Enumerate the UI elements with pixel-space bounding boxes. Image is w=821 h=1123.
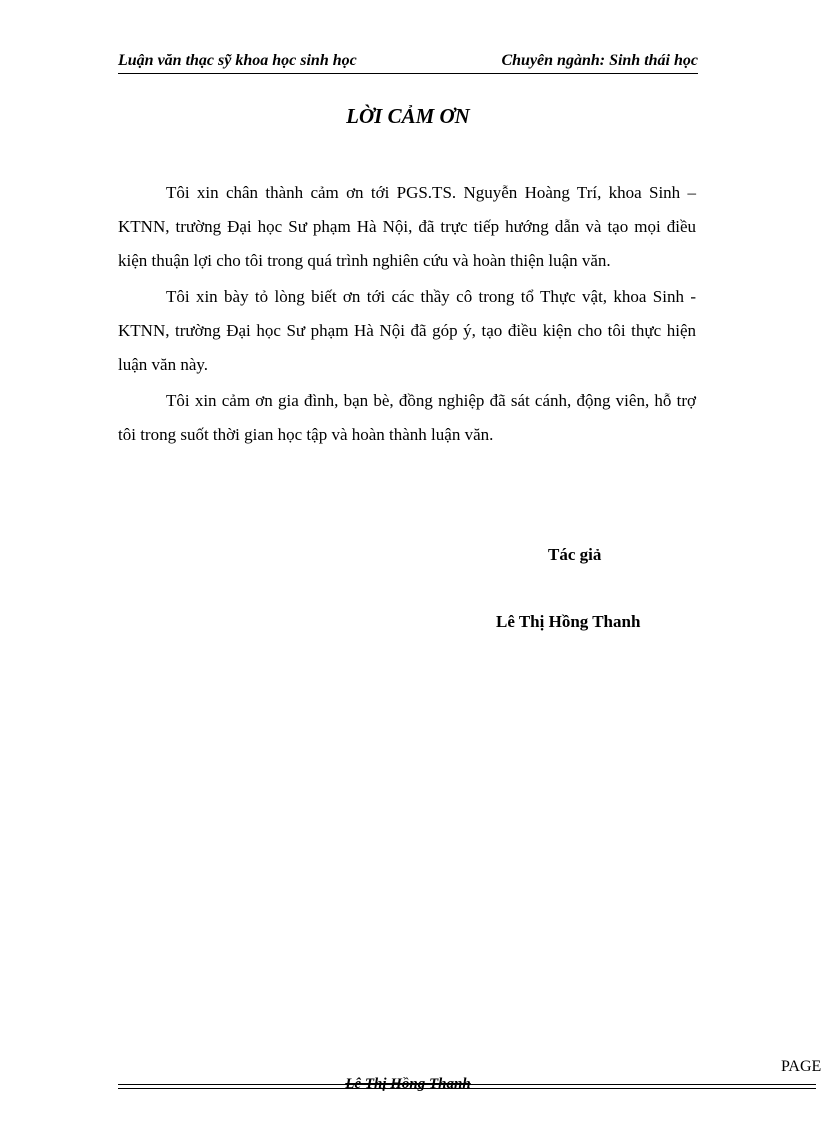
footer-author: Lê Thị Hồng Thanh — [345, 1076, 471, 1092]
signature-role: Tác giả — [548, 545, 602, 564]
paragraph-1: Tôi xin chân thành cảm ơn tới PGS.TS. Nguyễn Hoàng Trí, khoa Sinh – KTNN, trường Đại học Sư phạm Hà Nội, đã trực tiếp hướng dẫn và tạo mọi điều kiện thuận lợi cho tôi trong quá trình nghiên cứu và hoàn thiện luận văn. — [118, 183, 696, 270]
signature-name: Lê Thị Hồng Thanh — [496, 612, 641, 631]
header-thesis-type: Luận văn thạc sỹ khoa học sinh học — [118, 52, 357, 69]
header-major: Chuyên ngành: Sinh thái học — [501, 52, 698, 69]
page-header — [118, 52, 698, 74]
paragraph-3: Tôi xin cảm ơn gia đình, bạn bè, đồng nghiệp đã sát cánh, động viên, hỗ trợ tôi trong suốt thời gian học tập và hoàn thành luận văn. — [118, 391, 696, 444]
page-title: LỜI CẢM ƠN — [346, 104, 470, 128]
page-number-label: PAGE — [781, 1058, 821, 1075]
paragraph-2: Tôi xin bày tỏ lòng biết ơn tới các thầy cô trong tổ Thực vật, khoa Sinh - KTNN, trường Đại học Sư phạm Hà Nội đã góp ý, tạo điều kiện cho tôi thực hiện luận văn này. — [118, 287, 696, 374]
acknowledgement-body — [118, 176, 696, 454]
header-divider — [118, 73, 698, 74]
